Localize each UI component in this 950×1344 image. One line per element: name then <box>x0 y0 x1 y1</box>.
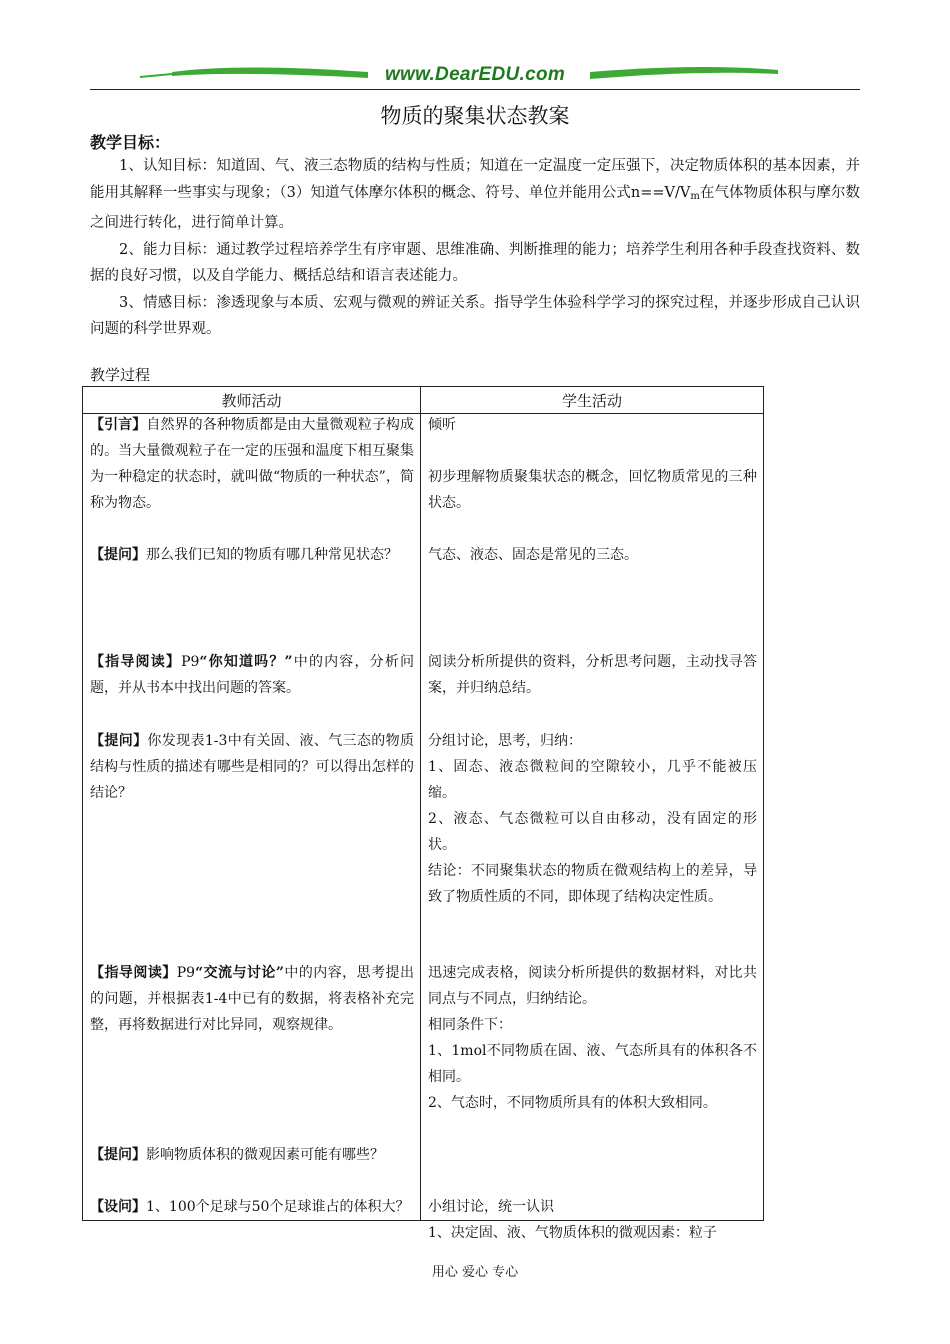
table-header-row <box>83 387 764 414</box>
student-activity-3: 气态、液态、固态是常见的三态。 <box>428 547 638 563</box>
teacher-question-2 <box>90 728 414 806</box>
activity-text: P9 <box>176 965 196 981</box>
activity-text: 中的内容，分析问题，并从书本中找出问题的答案。 <box>90 654 415 696</box>
objective-text: 知道固、气、液三态物质的结构与性质；知道在一定温度一定压强下，决定物质体积的基本因素，并能用其解释一些事实与现象；（3）知道气体摩尔体积的概念、符号、单位并能用公式n==V/V <box>90 158 861 201</box>
activity-text: 你发现表1-3中有关固、液、气三态的物质结构与性质的描述有哪些是相同的？可以得出怎样的结论？ <box>90 733 414 801</box>
student-activity-7 <box>428 1194 757 1246</box>
site-logo[interactable]: www.DearEDU.com <box>384 64 566 85</box>
objective-text: 通过教学过程培养学生有序审题、思维准确、判断推理的能力；培养学生利用各种手段查找资料、数据的良好习惯，以及自学能力、概括总结和语言表述能力。 <box>90 241 861 284</box>
list-item: 1、固态、液态微粒间的空隙较小，几乎不能被压缩。 <box>428 759 757 801</box>
teacher-question-3 <box>90 1142 414 1168</box>
activity-tag: 【设问】 <box>90 1199 146 1215</box>
activity-tag: 【提问】 <box>90 547 146 563</box>
teacher-question-4 <box>90 1194 414 1220</box>
activity-tag: 【指导阅读】 <box>90 965 177 981</box>
activity-text: 自然界的各种物质都是由大量微观粒子构成的。当大量微观粒子在一定的压强和温度下相互聚集为一种稳定的状态时，就叫做“物质的一种状态”，简称为物态。 <box>90 417 415 511</box>
footer-slogan: 用心 爱心 专心 <box>431 1265 519 1280</box>
objective-text: 在气体物质体积与摩尔数之间进行转化，进行简单计算。 <box>90 184 861 231</box>
document-title: 物质的聚集状态教案 <box>380 104 570 128</box>
objective-label: 3、情感目标： <box>119 294 217 311</box>
formula-subscript: m <box>690 190 700 202</box>
teacher-reading-2 <box>90 960 414 1038</box>
student-activity-cell <box>421 414 764 1241</box>
list-item: 2、气态时，不同物质所具有的体积大致相同。 <box>428 1095 717 1111</box>
activity-text: 那么我们已知的物质有哪几种常见状态？ <box>146 547 398 563</box>
activity-text: 1、100个足球与50个足球谁占的体积大？ <box>146 1199 410 1215</box>
activity-text: P9 <box>181 654 200 670</box>
activity-text: 影响物质体积的微观因素可能有哪些？ <box>146 1147 384 1163</box>
objective-label: 1、认知目标： <box>119 158 217 174</box>
list-item: 1、决定固、液、气物质体积的微观因素：粒子 <box>428 1225 717 1241</box>
activity-highlight: “你知道吗？” <box>199 654 293 670</box>
objective-label: 2、能力目标： <box>119 241 217 258</box>
objectives-heading: 教学目标： <box>90 133 171 152</box>
objective-ability <box>90 237 860 290</box>
list-item: 小组讨论，统一认识 <box>428 1199 554 1215</box>
process-label: 教学过程 <box>90 366 151 384</box>
objective-emotion <box>90 290 860 343</box>
teacher-intro <box>90 412 414 516</box>
column-header-student: 学生活动 <box>421 387 764 414</box>
student-activity-2: 初步理解物质聚集状态的概念，回忆物质常见的三种状态。 <box>428 469 757 511</box>
student-activity-5 <box>428 728 757 910</box>
list-item: 2、液态、气态微粒可以自由移动，没有固定的形状。 <box>428 811 757 853</box>
teacher-reading-1 <box>90 649 414 701</box>
activity-tag: 【提问】 <box>90 733 148 749</box>
header-rule <box>90 89 860 90</box>
table-row <box>83 414 764 1221</box>
student-activity-1: 倾听 <box>428 417 456 433</box>
objectives-list <box>90 153 860 343</box>
list-item: 结论：不同聚集状态的物质在微观结构上的差异，导致了物质性质的不同，即体现了结构决定性质。 <box>428 863 757 905</box>
site-header <box>90 62 860 92</box>
student-activity-4: 阅读分析所提供的资料，分析思考问题，主动找寻答案，并归纳总结。 <box>428 654 757 696</box>
list-item: 相同条件下： <box>428 1017 512 1033</box>
teacher-activity-cell <box>83 414 421 1221</box>
activity-tag: 【指导阅读】 <box>90 654 182 670</box>
activity-tag: 【提问】 <box>90 1147 146 1163</box>
activity-tag: 【引言】 <box>90 417 147 433</box>
list-item: 分组讨论，思考，归纳： <box>428 733 582 749</box>
student-activity-6 <box>428 960 757 1116</box>
objective-cognitive <box>90 153 860 237</box>
teacher-question-1 <box>90 542 414 568</box>
list-item: 迅速完成表格，阅读分析所提供的数据材料，对比共同点与不同点，归纳结论。 <box>428 965 757 1007</box>
objective-text: 渗透现象与本质、宏观与微观的辨证关系。指导学生体验科学学习的探究过程，并逐步形成自己认识问题的科学世界观。 <box>90 294 861 337</box>
activity-text: 中的内容，思考提出的问题，并根据表1-4中已有的数据，将表格补充完整，再将数据进行对比异同，观察规律。 <box>90 965 415 1033</box>
activity-highlight: “交流与讨论” <box>195 965 284 981</box>
lesson-table <box>82 386 764 1241</box>
list-item: 1、1mol不同物质在固、液、气态所具有的体积各不相同。 <box>428 1043 757 1085</box>
column-header-teacher: 教师活动 <box>83 387 421 414</box>
